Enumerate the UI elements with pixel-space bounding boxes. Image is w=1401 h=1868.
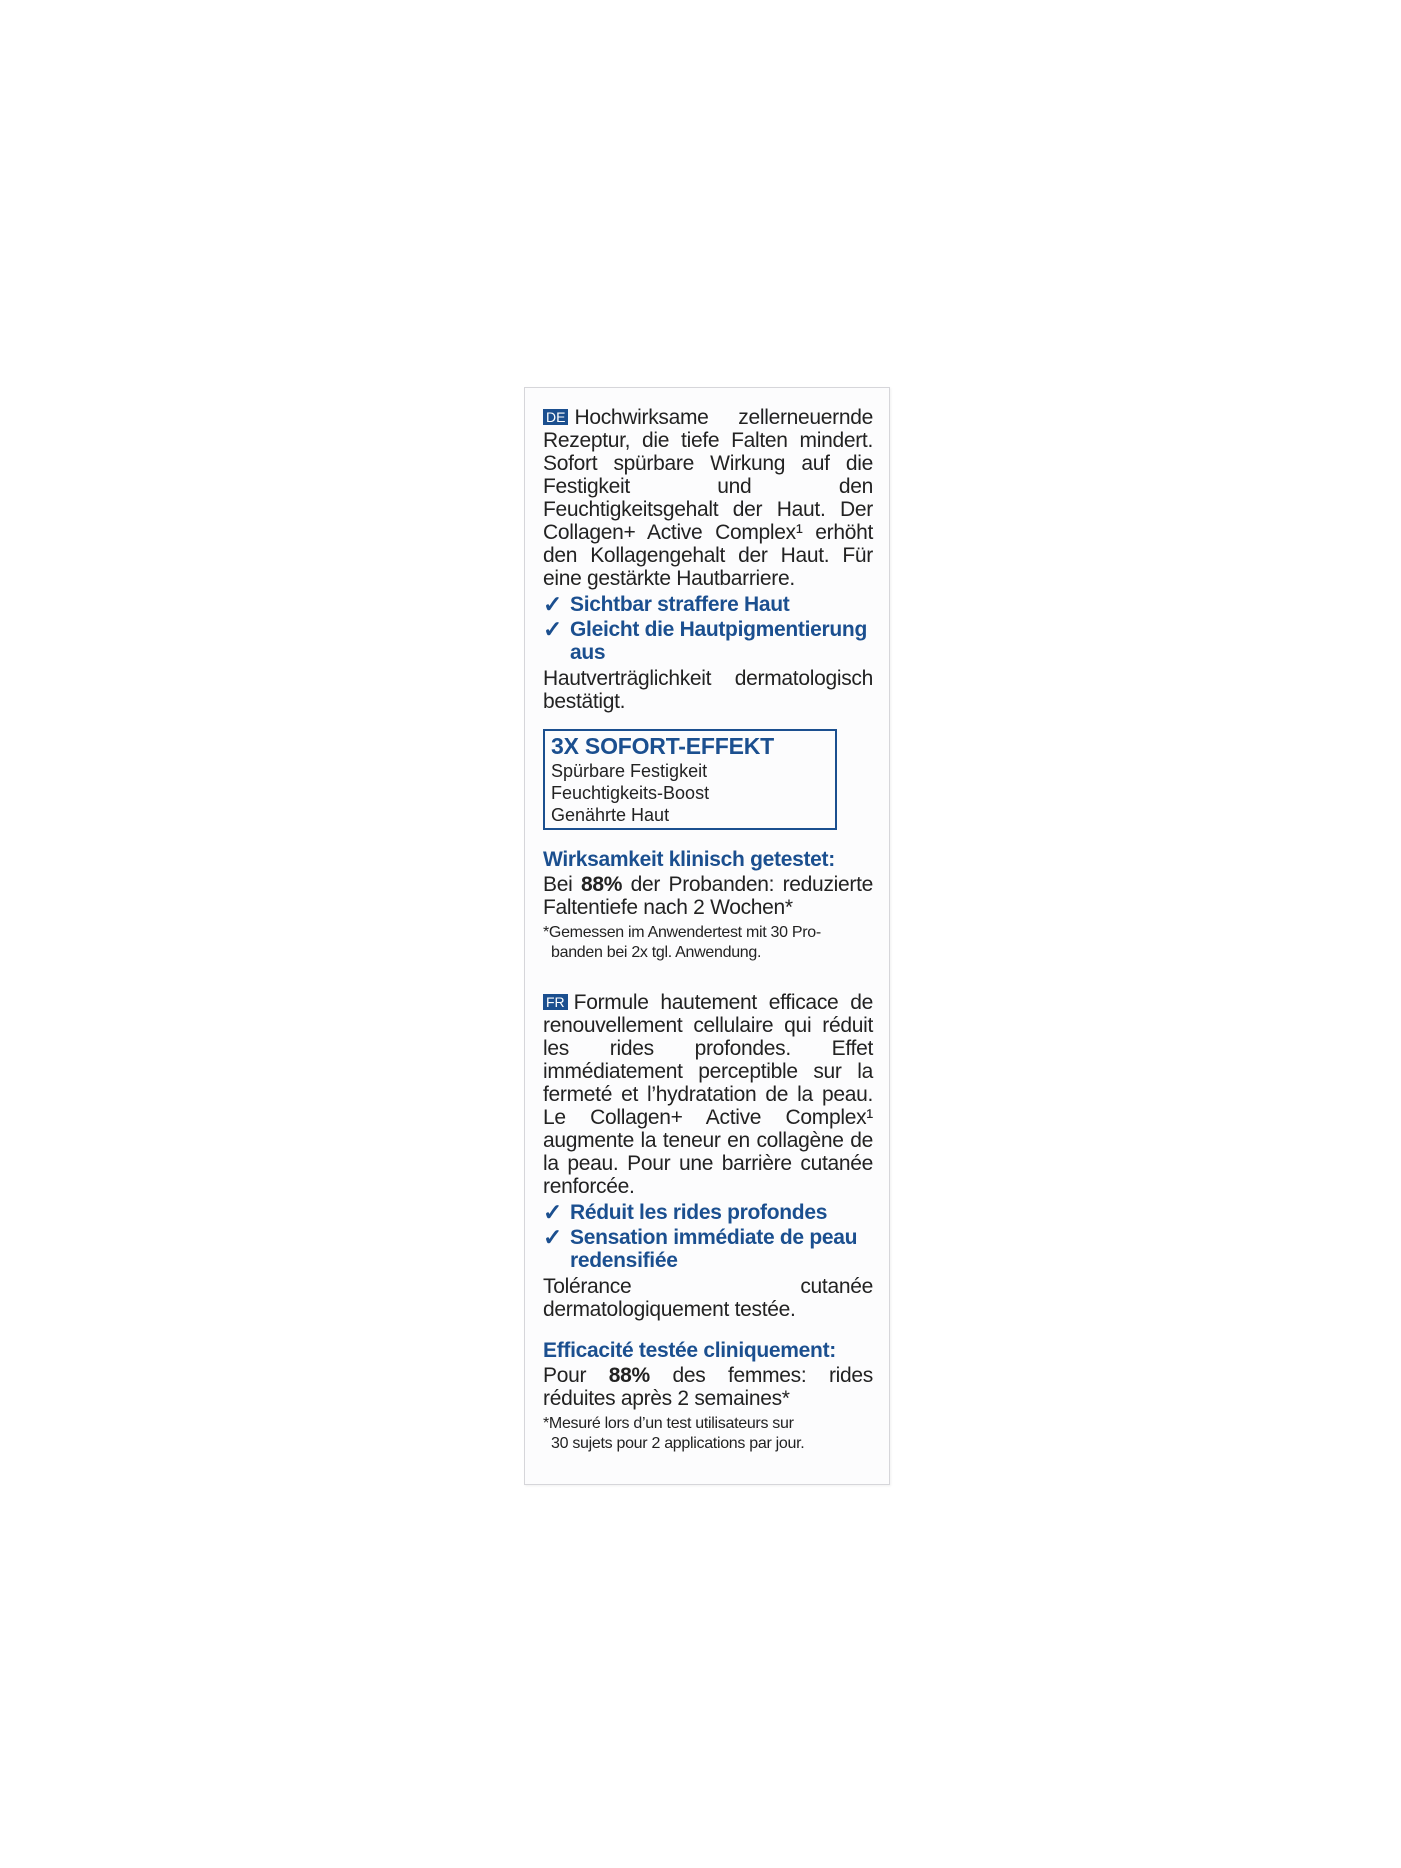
de-clinical-post: der Probanden: reduzierte Faltentiefe nach 2 Wochen* bbox=[543, 873, 873, 919]
fr-intro-text: Formule hautement efficace de renouvellement cellulaire qui réduit les rides profondes. Effet immédiatement perceptible sur la fermeté et l’hydratation de la peau. Le Collagen+ Active Complex¹ augmente la teneur en collagène de la peau. Pour une barrière cutanée renforcée. bbox=[543, 991, 873, 1198]
section-spacer bbox=[543, 963, 873, 991]
fr-footnote bbox=[543, 1414, 873, 1454]
fr-clinical-result bbox=[543, 1364, 873, 1410]
de-footnote-line1: *Gemessen im Anwendertest mit 30 Pro- bbox=[543, 924, 821, 941]
de-intro-text: Hochwirksame zellerneuernde Rezeptur, die tiefe Falten mindert. Sofort spürbare Wirkung auf die Festigkeit und den Feuchtigkeitsgehalt der Haut. Der Collagen+ Active Complex¹ erhöht den Kollagengehalt der Haut. Für eine gestärkte Hautbarriere. bbox=[543, 406, 873, 590]
effect-box-item: Spürbare Festigkeit bbox=[551, 761, 708, 781]
effect-box bbox=[543, 729, 837, 830]
fr-clinical-post: des femmes: rides réduites après 2 semaines* bbox=[543, 1364, 873, 1410]
lang-badge-de: DE bbox=[543, 409, 568, 425]
fr-benefit-item bbox=[543, 1201, 873, 1224]
de-footnote bbox=[543, 923, 873, 963]
fr-clinical-pre: Pour bbox=[543, 1364, 609, 1387]
fr-clinical-percent: 88% bbox=[608, 1364, 650, 1387]
fr-benefit-text: Réduit les rides profondes bbox=[570, 1201, 828, 1224]
fr-benefit-item bbox=[543, 1226, 873, 1272]
check-icon: ✓ bbox=[543, 591, 562, 617]
check-icon: ✓ bbox=[543, 1224, 562, 1250]
product-label-panel bbox=[524, 387, 890, 1485]
de-intro bbox=[543, 406, 873, 590]
de-clinical-result bbox=[543, 873, 873, 919]
effect-box-item: Feuchtigkeits-Boost bbox=[551, 783, 710, 803]
effect-box-title: 3X SOFORT-EFFEKT bbox=[551, 733, 774, 759]
fr-benefits-list bbox=[543, 1201, 873, 1272]
section-fr bbox=[543, 991, 873, 1454]
de-clinical-pre: Bei bbox=[543, 873, 581, 896]
check-icon: ✓ bbox=[543, 1199, 562, 1225]
fr-intro bbox=[543, 991, 873, 1198]
de-benefit-item bbox=[543, 593, 873, 616]
fr-benefit-text: Sensation immédiate de peau redensifiée bbox=[570, 1226, 858, 1272]
fr-clinical-heading: Efficacité testée cliniquement: bbox=[543, 1339, 836, 1362]
fr-footnote-line1: *Mesuré lors d’un test utilisateurs sur bbox=[543, 1415, 794, 1432]
check-icon: ✓ bbox=[543, 616, 562, 642]
de-benefit-text: Sichtbar straffere Haut bbox=[570, 593, 790, 616]
label-content bbox=[543, 406, 873, 1454]
de-benefits-list bbox=[543, 593, 873, 664]
lang-badge-fr: FR bbox=[543, 994, 568, 1010]
de-benefit-text: Gleicht die Hautpigmentierung aus bbox=[570, 618, 867, 664]
de-benefit-item bbox=[543, 618, 873, 664]
effect-box-item: Genährte Haut bbox=[551, 805, 670, 825]
fr-tolerance: Tolérance cutanée dermatologiquement testée. bbox=[543, 1275, 873, 1321]
section-de bbox=[543, 406, 873, 963]
de-footnote-line2: banden bei 2x tgl. Anwendung. bbox=[551, 944, 762, 961]
de-clinical-percent: 88% bbox=[580, 873, 623, 896]
de-tolerance: Hautverträglichkeit dermatologisch bestätigt. bbox=[543, 667, 873, 713]
de-clinical-heading: Wirksamkeit klinisch getestet: bbox=[543, 848, 835, 871]
fr-footnote-line2: 30 sujets pour 2 applications par jour. bbox=[551, 1435, 805, 1452]
